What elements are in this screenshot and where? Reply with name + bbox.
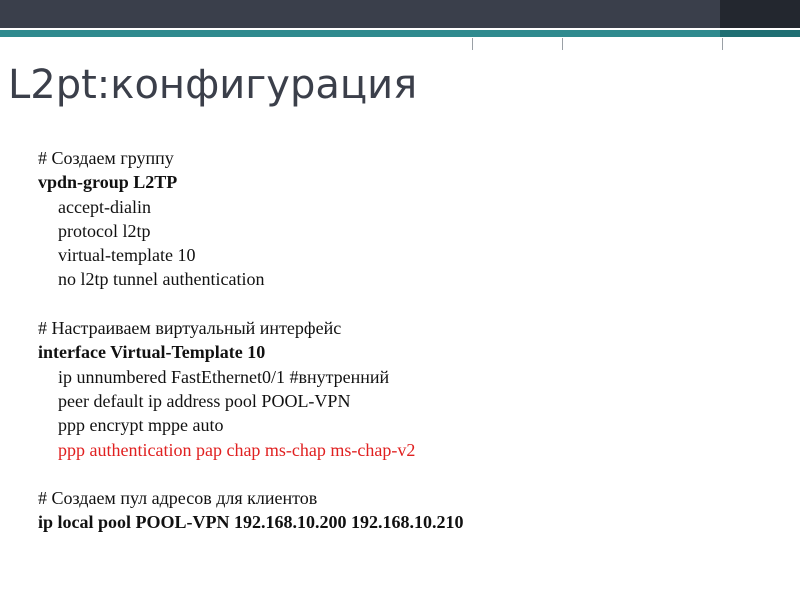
config-line: peer default ip address pool POOL-VPN xyxy=(58,390,351,411)
spacer xyxy=(38,462,778,486)
config-listing xyxy=(38,146,778,535)
decor-divider xyxy=(472,38,473,50)
decor-divider xyxy=(562,38,563,50)
accent-decor-bar xyxy=(0,30,800,37)
decor-divider xyxy=(722,38,723,50)
top-decor-bar xyxy=(0,0,800,28)
slide-title: L2pt:конфигурация xyxy=(8,62,418,108)
spacer xyxy=(38,292,778,316)
config-line: virtual-template 10 xyxy=(58,245,196,266)
config-line: ip unnumbered FastEthernet0/1 #внутренний xyxy=(58,366,390,387)
interface-heading: interface Virtual-Template 10 xyxy=(38,342,266,363)
config-line: no l2tp tunnel authentication xyxy=(58,269,265,290)
config-line: ppp encrypt mppe auto xyxy=(58,415,224,436)
config-line: protocol l2tp xyxy=(58,220,151,241)
ip-pool-command: ip local pool POOL-VPN 192.168.10.200 192.168.10.210 xyxy=(38,512,464,533)
top-decor-bar-accent xyxy=(720,0,800,28)
vpdn-group-heading: vpdn-group L2TP xyxy=(38,172,178,193)
comment-address-pool: # Создаем пул адресов для клиентов xyxy=(38,488,318,509)
comment-virtual-interface: # Настраиваем виртуальный интерфейс xyxy=(38,318,342,339)
accent-decor-bar-dark xyxy=(720,30,800,37)
comment-create-group: # Создаем группу xyxy=(38,148,174,168)
config-line: accept-dialin xyxy=(58,196,151,217)
config-line-highlighted: ppp authentication pap chap ms-chap ms-chap-v2 xyxy=(58,439,416,460)
